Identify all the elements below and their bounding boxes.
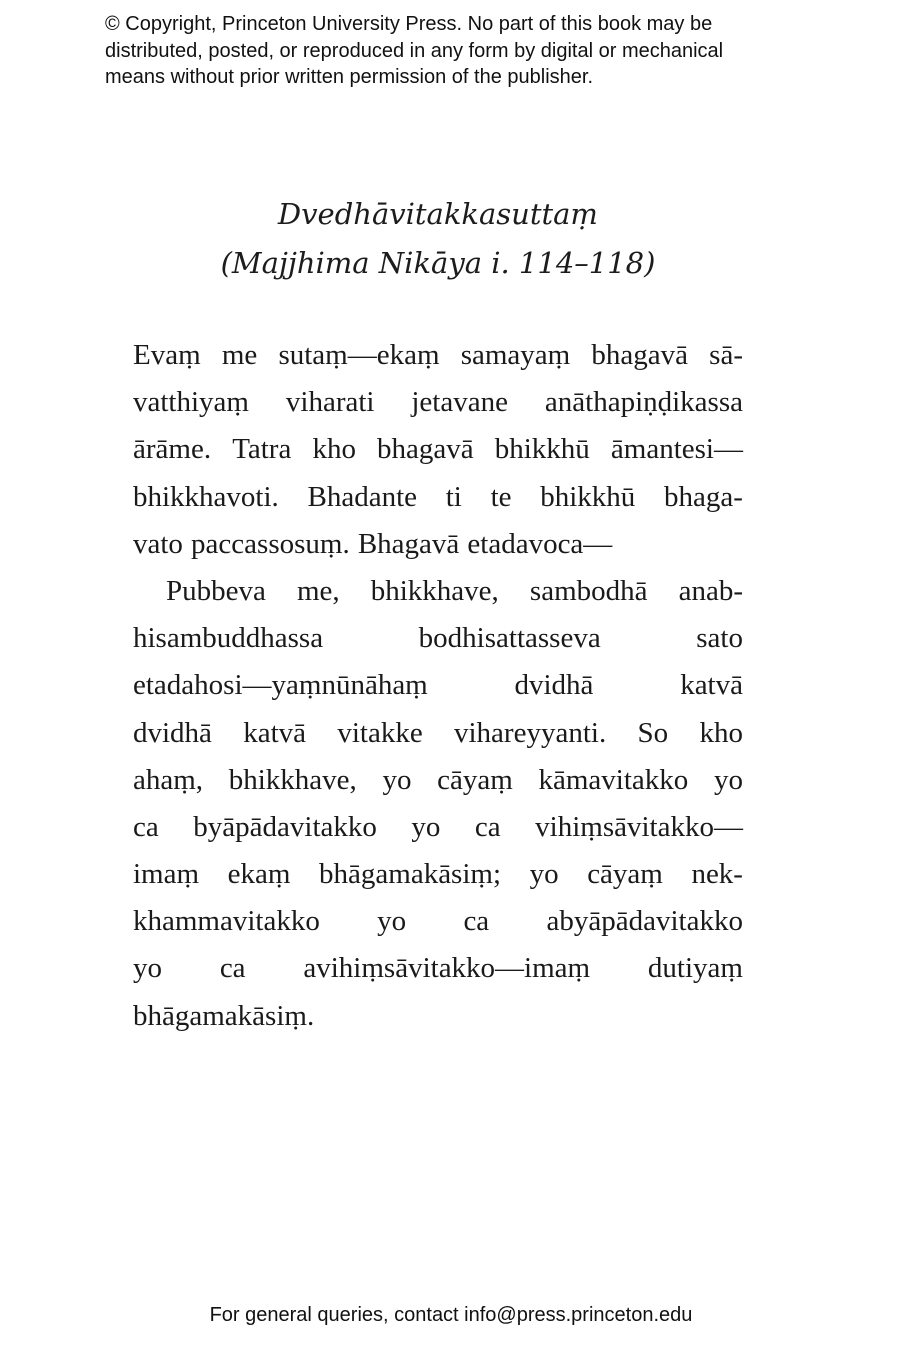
copyright-notice (105, 11, 825, 91)
copyright-line: © Copyright, Princeton University Press. No part of this book may be (105, 13, 713, 35)
text-line: ahaṃ, bhikkhave, yo cāyaṃ kāmavitakko yo (133, 763, 743, 796)
copyright-line: distributed, posted, or reproduced in any form by digital or mechanical (105, 39, 724, 62)
text-line: vatthiyaṃ viharati jetavane anāthapiṇḍikassa (133, 386, 743, 419)
text-line: ārāme. Tatra kho bhagavā bhikkhū āmantesi— (133, 433, 743, 466)
text-line: ca byāpādavitakko yo ca vihiṃsāvitakko— (133, 810, 743, 843)
title-line: Dvedhāvitakkasuttaṃ (277, 197, 599, 231)
text-line: hisambuddhassa bodhisattasseva sato (133, 622, 743, 655)
text-line: yo ca avihiṃsāvitakko—imaṃ dutiyaṃ (133, 952, 743, 985)
title-reference-line: (Majjhima Nikāya i. 114–118) (220, 246, 656, 280)
sutta-title (0, 190, 876, 288)
text-line: imaṃ ekaṃ bhāgamakāsiṃ; yo cāyaṃ nek- (133, 858, 743, 891)
copyright-line: means without prior written permission of the publisher. (105, 66, 594, 88)
footer-contact: For general queries, contact info@press.princeton.edu (209, 1304, 693, 1326)
text-line: Evaṃ me sutaṃ—ekaṃ samayaṃ bhagavā sā- (133, 339, 743, 371)
text-line: khammavitakko yo ca abyāpādavitakko (133, 905, 743, 938)
text-line: etadahosi—yaṃnūnāhaṃ dvidhā katvā (133, 669, 743, 702)
body-text (133, 332, 743, 1040)
text-line: dvidhā katvā vitakke vihareyyanti. So kho (133, 716, 743, 749)
text-line: bhāgamakāsiṃ. (133, 999, 315, 1032)
text-line: Pubbeva me, bhikkhave, sambodhā anab- (166, 574, 743, 607)
text-line: vato paccassosuṃ. Bhagavā etadavoca— (133, 527, 613, 560)
text-line: bhikkhavoti. Bhadante ti te bhikkhū bhaga- (133, 480, 743, 513)
